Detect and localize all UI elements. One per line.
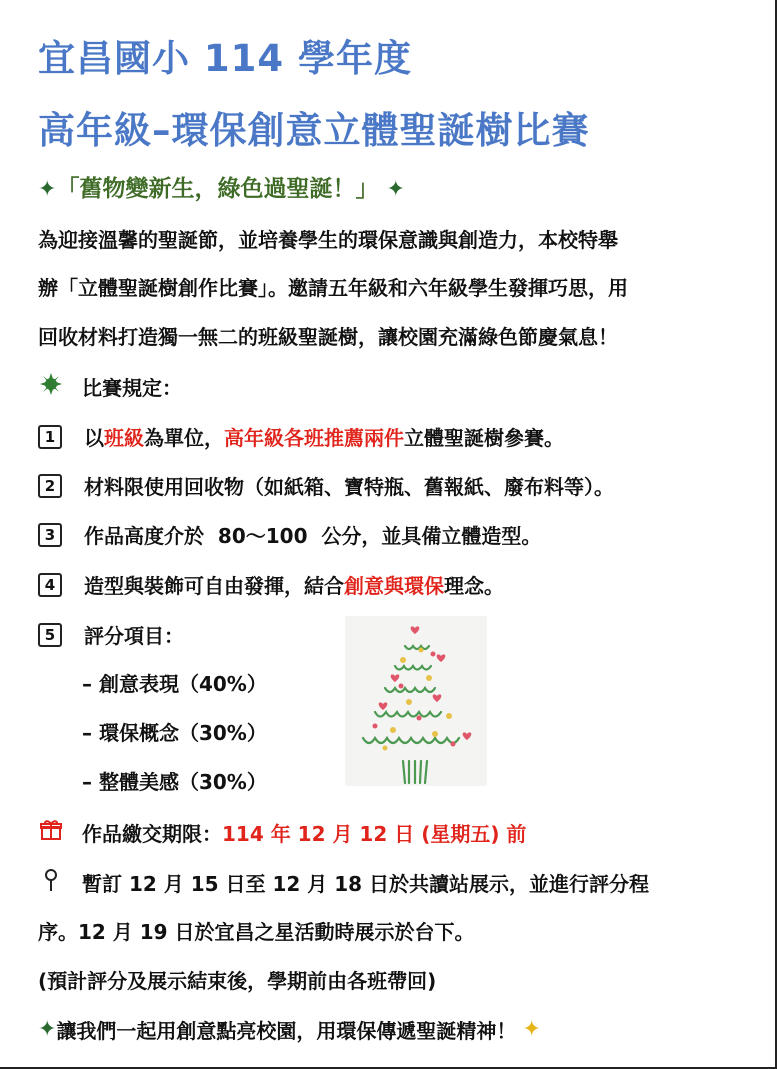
closing [38, 1015, 541, 1044]
rule-highlight: 班級 [104, 426, 144, 450]
rule-highlight: 高年級各班推薦兩件 [224, 426, 404, 450]
scoring-item: – 環保概念（30%） [82, 721, 267, 745]
star-bullet-icon [38, 373, 64, 400]
rule-text: 評分項目： [84, 624, 184, 648]
rule-2 [38, 471, 614, 500]
rules-heading-text: 比賽規定： [82, 376, 182, 400]
sparkles-icon: ✦ [38, 1017, 57, 1042]
scoring-item: – 創意表現（40%） [82, 672, 267, 696]
slogan-text: 「舊物變新生，綠色過聖誕！」 [56, 176, 379, 202]
sparkles-icon: ✦ [386, 177, 405, 202]
rule-text: 立體聖誕樹參賽。 [404, 426, 564, 450]
gift-icon [38, 819, 64, 846]
closing-text: 讓我們一起用創意點亮校園，用環保傳遞聖誕精神！ [56, 1019, 517, 1043]
scoring-item: – 整體美感（30%） [82, 770, 267, 794]
rule-number: 3 [38, 523, 62, 547]
rule-5 [38, 620, 184, 649]
rules-heading [38, 372, 182, 401]
display-line-2: 序。12 月 19 日於宜昌之星活動時展示於台下。 [38, 920, 475, 944]
rule-text: 以 [84, 426, 104, 450]
display-line-1 [38, 868, 649, 897]
page-title-line2: 高年級–環保創意立體聖誕樹比賽 [38, 109, 590, 152]
rule-highlight: 創意與環保 [344, 574, 444, 598]
deadline [38, 818, 526, 847]
christmas-tree-illustration [345, 616, 487, 786]
rule-text: 為單位， [144, 426, 224, 450]
page-title-line1: 宜昌國小 114 學年度 [38, 37, 412, 80]
sparkles-icon: ✦ [522, 1017, 541, 1042]
display-text: 暫訂 12 月 15 日至 12 月 18 日於共讀站展示，並進行評分程 [82, 872, 650, 896]
rule-3 [38, 520, 541, 549]
intro-line-1: 為迎接溫馨的聖誕節，並培養學生的環保意識與創造力，本校特舉 [38, 228, 618, 252]
sparkles-icon: ✦ [38, 177, 57, 202]
deadline-value: 114 年 12 月 12 日 (星期五) 前 [222, 822, 527, 846]
note: (預計評分及展示結束後，學期前由各班帶回) [38, 969, 437, 993]
rule-text: 理念。 [444, 574, 504, 598]
rule-number: 2 [38, 474, 62, 498]
intro-line-3: 回收材料打造獨一無二的班級聖誕樹，讓校園充滿綠色節慶氣息！ [38, 325, 618, 349]
pin-icon [38, 868, 64, 897]
rule-text: 造型與裝飾可自由發揮，結合 [84, 574, 344, 598]
rule-4 [38, 570, 504, 599]
rule-text: 作品高度介於 80～100 公分，並具備立體造型。 [84, 524, 542, 548]
slogan [38, 170, 405, 203]
rule-text: 材料限使用回收物（如紙箱、寶特瓶、舊報紙、廢布料等）。 [84, 475, 614, 499]
rule-number: 4 [38, 573, 62, 597]
rule-number: 1 [38, 425, 62, 449]
intro-line-2: 辦「立體聖誕樹創作比賽」。邀請五年級和六年級學生發揮巧思，用 [38, 276, 628, 300]
deadline-label: 作品繳交期限： [82, 822, 222, 846]
rule-number: 5 [38, 623, 62, 647]
rule-1 [38, 422, 564, 451]
